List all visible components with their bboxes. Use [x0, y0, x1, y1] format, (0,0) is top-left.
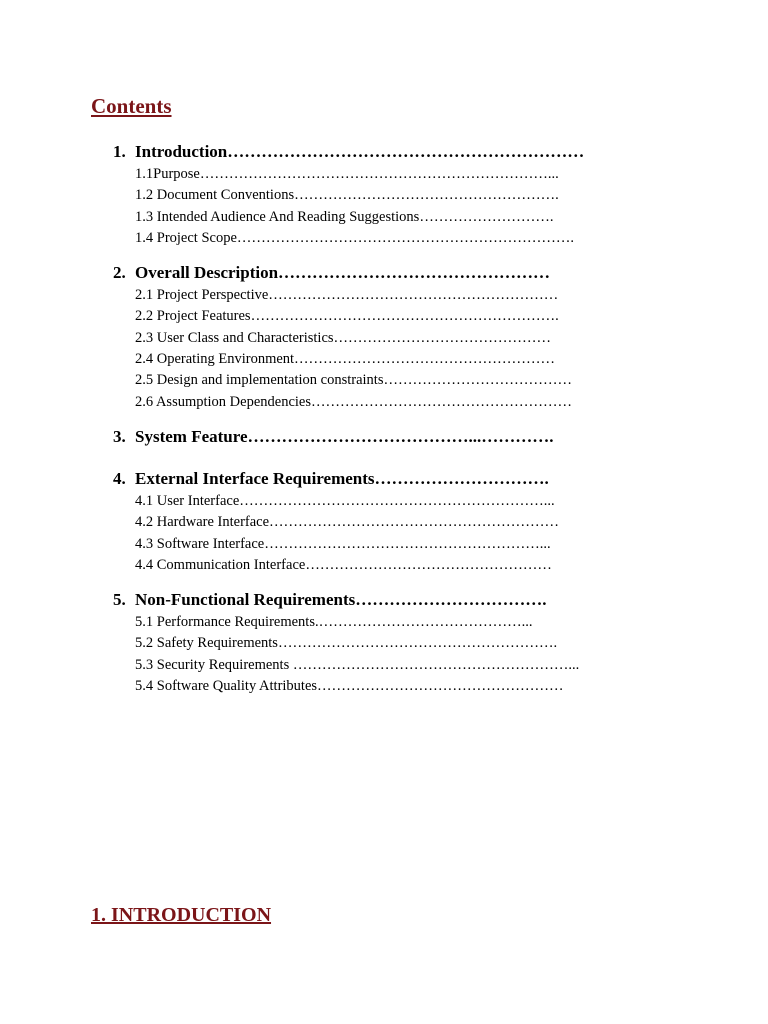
toc-entry[interactable]: 1.3 Intended Audience And Reading Suggestions……………………….: [135, 208, 554, 225]
toc-entry[interactable]: 5.4 Software Quality Attributes……………………………………………: [135, 678, 564, 695]
toc-section-2: [113, 261, 713, 413]
page-title: Contents: [91, 94, 172, 118]
section-title: Non-Functional Requirements…………………………….: [135, 590, 547, 610]
toc-entry[interactable]: 2.6 Assumption Dependencies………………………………………………: [135, 393, 572, 410]
toc-entry[interactable]: 2.5 Design and implementation constraints…………………………………: [135, 372, 572, 389]
section-number: 5.: [113, 590, 126, 610]
toc-section-heading[interactable]: [113, 425, 713, 449]
toc-section-1: [113, 140, 713, 249]
section-number: 3.: [113, 426, 126, 446]
toc-section-4: [113, 467, 713, 576]
section-title: System Feature…………………………………...………….: [135, 426, 554, 446]
toc-entry[interactable]: 2.4 Operating Environment………………………………………………: [135, 351, 556, 368]
toc-section-3: [113, 425, 713, 449]
toc-section-heading[interactable]: [113, 588, 713, 612]
section-title: Overall Description…………………………………………: [135, 263, 551, 283]
toc-section-heading[interactable]: [113, 261, 713, 285]
toc-entry[interactable]: 5.3 Security Requirements …………………………………………………...: [135, 656, 580, 673]
toc-entry[interactable]: 1.1Purpose………………………………………………………………...: [135, 166, 559, 182]
toc-entry[interactable]: 5.2 Safety Requirements………………………………………………….: [135, 635, 558, 652]
toc-section-heading[interactable]: [113, 140, 713, 164]
toc-entry[interactable]: 2.3 User Class and Characteristics………………………………………: [135, 329, 552, 346]
toc-entry[interactable]: 4.1 User Interface………………………………………………………...: [135, 492, 555, 509]
toc-section-heading[interactable]: [113, 467, 713, 491]
section-number: 1.: [113, 142, 126, 161]
toc-entry[interactable]: 2.2 Project Features……………………………………………………….: [135, 308, 559, 325]
toc-entry[interactable]: 5.1 Performance Requirements.……………………………………...: [135, 614, 533, 631]
section-title: Introduction………………………………………………………: [135, 142, 585, 161]
section-number: 2.: [113, 263, 126, 283]
toc-entry[interactable]: 4.4 Communication Interface……………………………………………: [135, 556, 552, 573]
toc-entry[interactable]: 1.2 Document Conventions……………………………………………….: [135, 187, 559, 204]
section-number: 4.: [113, 468, 126, 488]
toc-entry[interactable]: 4.3 Software Interface…………………………………………………...: [135, 535, 551, 552]
toc-section-5: [113, 588, 713, 697]
toc-entry[interactable]: 2.1 Project Perspective……………………………………………………: [135, 287, 559, 304]
chapter-heading: 1. INTRODUCTION: [91, 904, 272, 926]
table-of-contents: [113, 140, 713, 709]
toc-entry[interactable]: 4.2 Hardware Interface……………………………………………………: [135, 514, 560, 531]
section-title: External Interface Requirements………………………….: [135, 468, 549, 488]
toc-entry[interactable]: 1.4 Project Scope…………………………………………………………….: [135, 229, 575, 246]
